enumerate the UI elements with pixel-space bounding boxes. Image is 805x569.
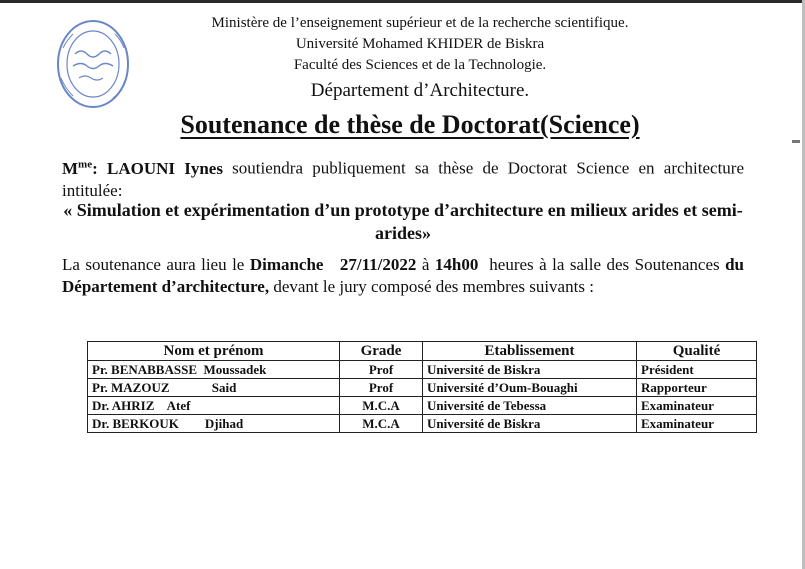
thesis-title: « Simulation et expérimentation d’un prototype d’architecture en milieux arides et semi-arides» <box>63 200 743 243</box>
header-qualite: Qualité <box>637 342 757 361</box>
jury-role: Rapporteur <box>637 379 757 397</box>
defense-place: du Département d’architecture, <box>62 255 744 296</box>
honorific-superscript: me <box>78 158 93 170</box>
defense-day: Dimanche <box>249 255 324 274</box>
table-row <box>88 379 757 397</box>
jury-name: Dr. BERKOUK Djihad <box>88 415 340 433</box>
defense-text-1: La soutenance aura lieu le <box>62 255 250 274</box>
university-line: Université Mohamed KHIDER de Biskra <box>295 36 545 52</box>
jury-etablissement: Université de Biskra <box>423 415 637 433</box>
candidate-name-text: : LAOUNI Iynes <box>92 158 223 178</box>
table-row <box>88 361 757 379</box>
jury-name: Dr. AHRIZ Atef <box>88 397 340 415</box>
announcement-text: soutiendra publiquement sa thèse de Doctorat Science en architecture intitulée: <box>62 158 744 200</box>
jury-role: Examinateur <box>637 415 757 433</box>
ministry-line: Ministère de l’enseignement supérieur et de la recherche scientifique. <box>211 15 629 31</box>
table-row <box>88 397 757 415</box>
jury-etablissement: Université d’Oum-Bouaghi <box>423 379 637 397</box>
header-grade: Grade <box>340 342 423 361</box>
defense-date: 27/11/2022 <box>339 255 417 274</box>
jury-name: Pr. BENABBASSE Moussadek <box>88 361 340 379</box>
defense-text-4: devant le jury composé des membres suivants : <box>269 277 594 296</box>
jury-grade: M.C.A <box>340 397 423 415</box>
department-line: Département d’Architecture. <box>310 80 530 101</box>
jury-grade: Prof <box>340 379 423 397</box>
page-title: Soutenance de thèse de Doctorat(Science) <box>180 110 640 139</box>
header-name: Nom et prénom <box>88 342 340 361</box>
defense-text-3: heures à la salle des Soutenances <box>483 255 726 274</box>
jury-table <box>87 341 757 433</box>
jury-role: Examinateur <box>637 397 757 415</box>
university-stamp-icon <box>55 18 131 110</box>
header-etablissement: Etablissement <box>423 342 637 361</box>
table-row <box>88 415 757 433</box>
jury-name: Pr. MAZOUZ Said <box>88 379 340 397</box>
announcement-paragraph <box>62 153 744 202</box>
scan-mark <box>792 140 800 143</box>
jury-etablissement: Université de Biskra <box>423 361 637 379</box>
faculty-line: Faculté des Sciences et de la Technologie. <box>293 57 547 73</box>
jury-grade: M.C.A <box>340 415 423 433</box>
document-header <box>150 13 690 104</box>
defense-time: 14h00 <box>434 255 479 274</box>
candidate-name <box>62 159 223 178</box>
jury-table-header <box>88 342 757 361</box>
defense-paragraph <box>62 254 744 298</box>
jury-grade: Prof <box>340 361 423 379</box>
jury-role: Président <box>637 361 757 379</box>
jury-etablissement: Université de Tebessa <box>423 397 637 415</box>
scan-top-edge <box>0 0 805 3</box>
honorific: M <box>62 158 79 178</box>
defense-text-2: à <box>416 255 435 274</box>
